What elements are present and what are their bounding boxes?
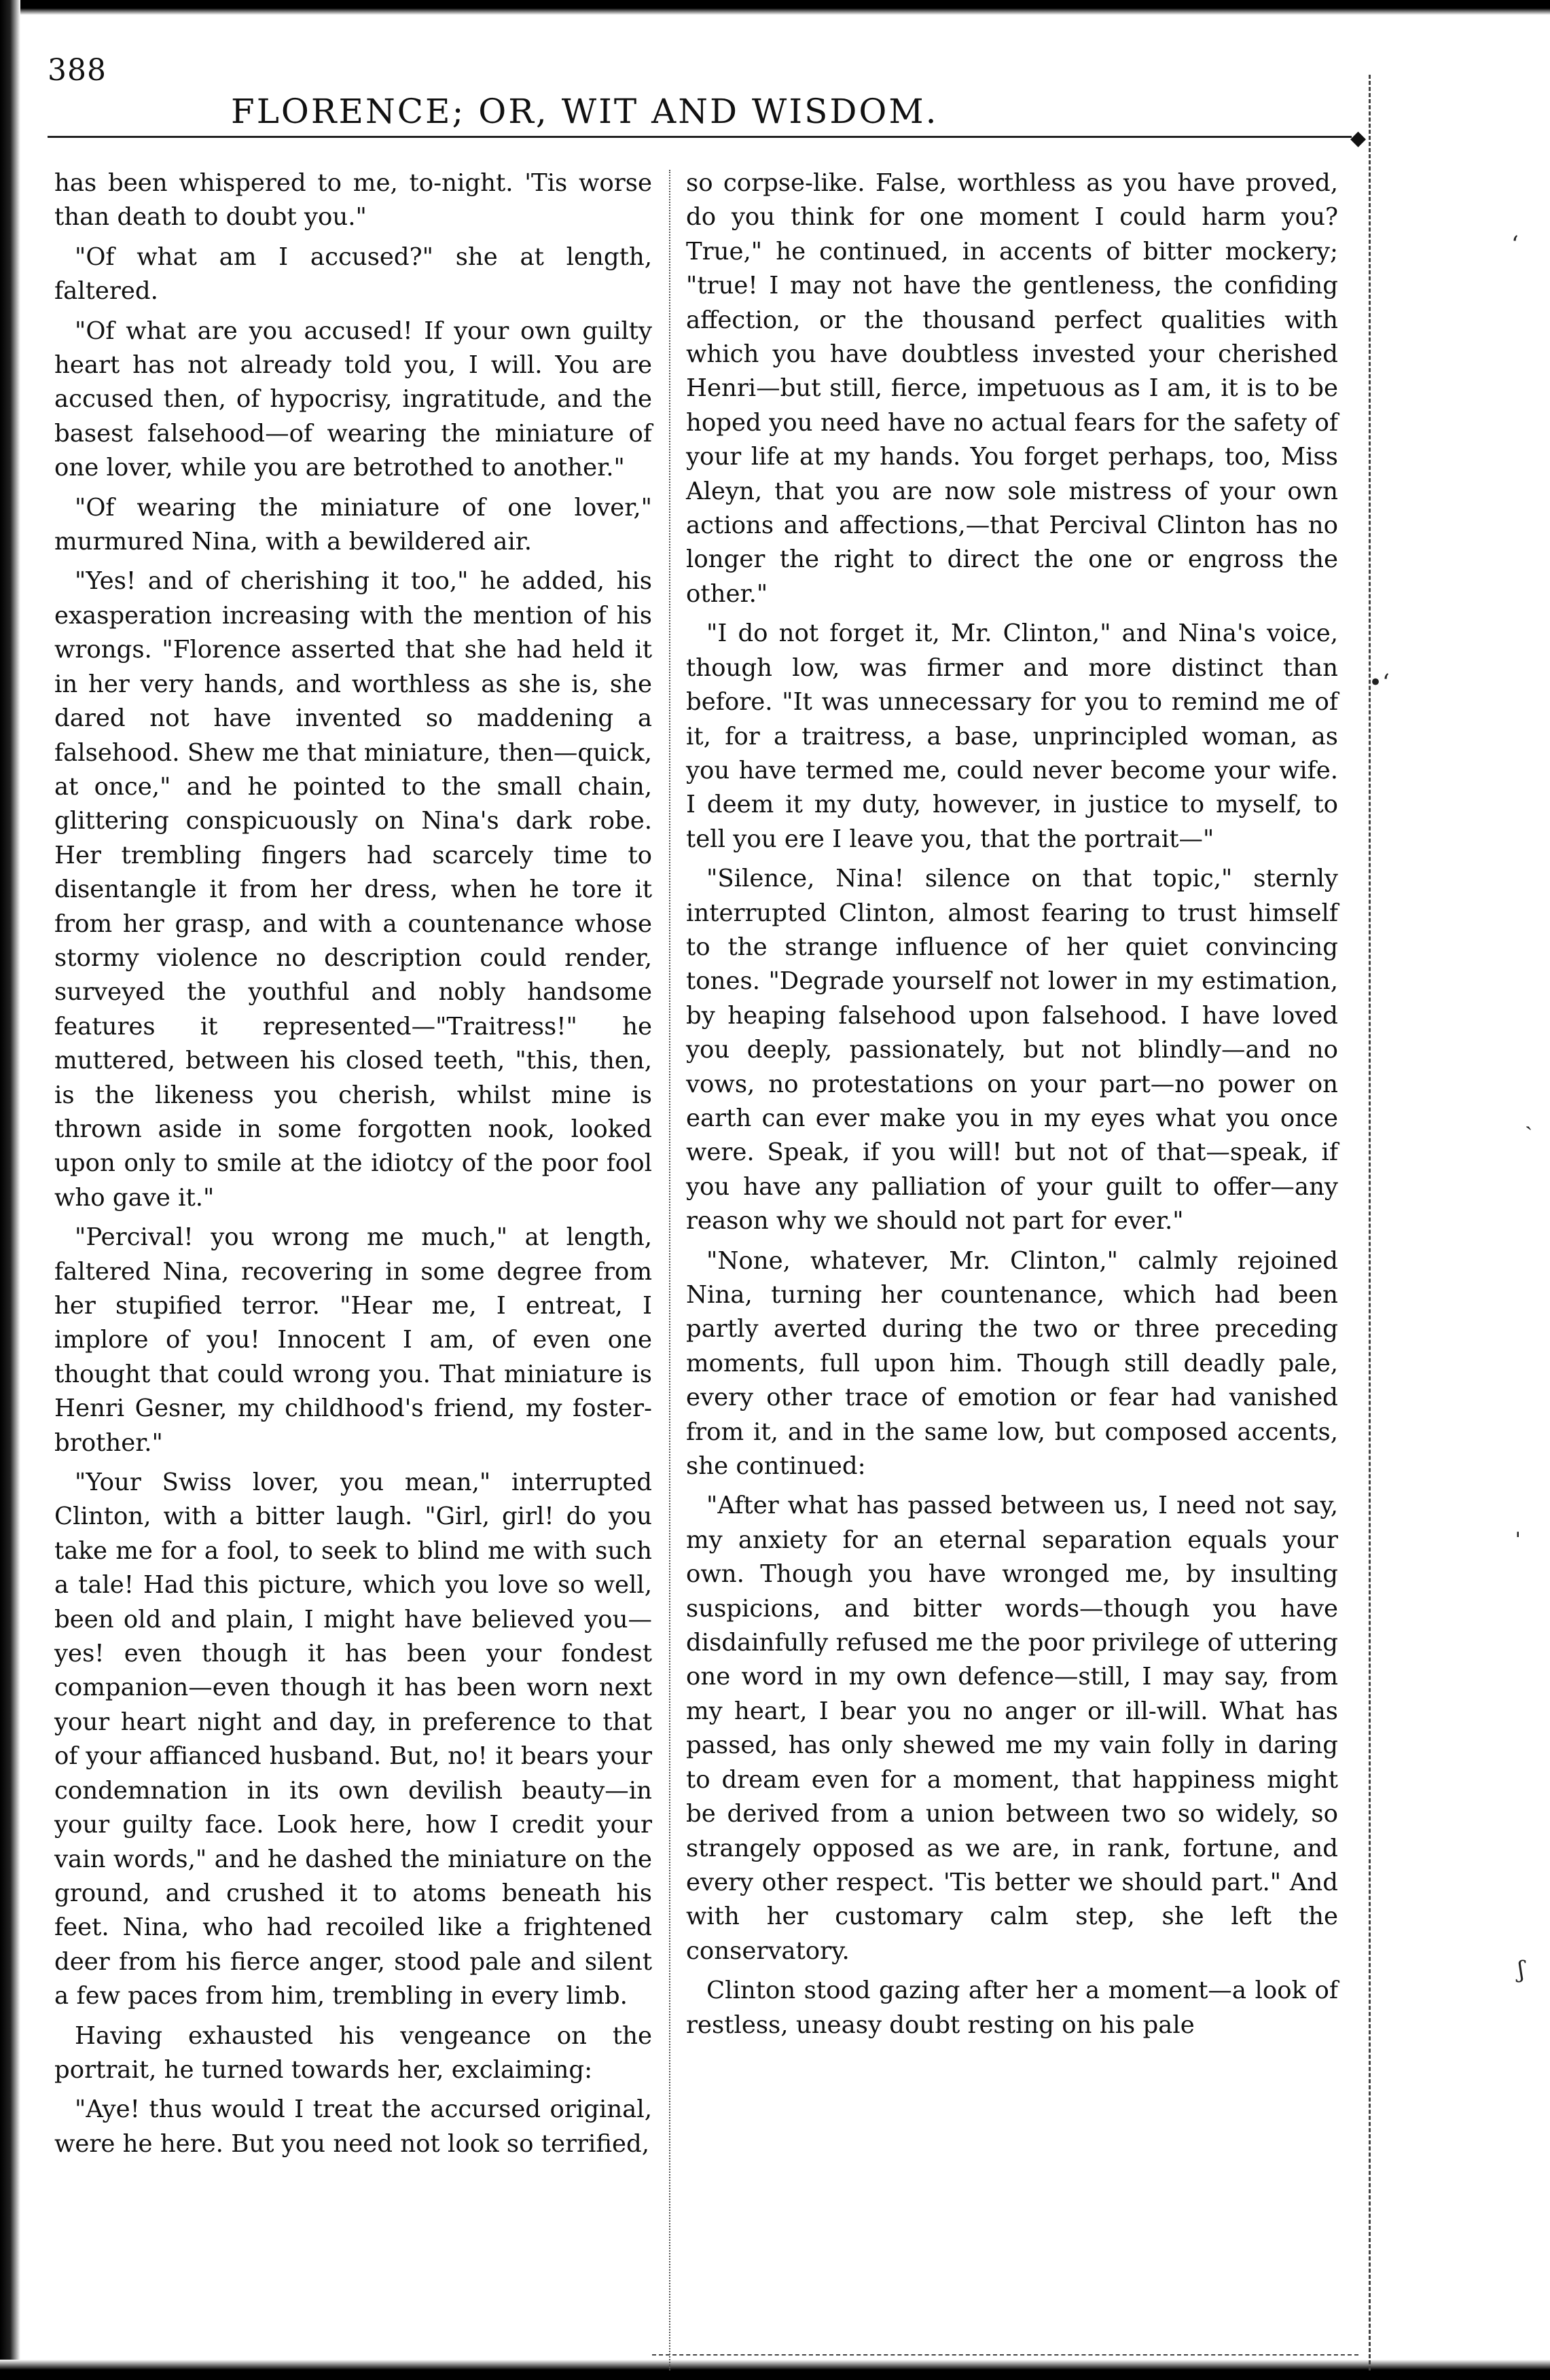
paragraph: "None, whatever, Mr. Clinton," calmly rejoined Nina, turning her countenance, which had been partly averted during the two or three preceding moments, full upon him. Though still deadly pale, every other trace of emotion or fear had vanished from it, and in the same low, but composed accents, she continued: bbox=[686, 1246, 1338, 1481]
rule-ornament-icon: ◆ bbox=[1350, 126, 1367, 150]
paragraph: "Percival! you wrong me much," at length, faltered Nina, recovering in some degree from her stupified terror. "Hear me, I entreat, I implore of you! Innocent I am, of even one thought that could wrong you. That miniature is Henri Gesner, my childhood's friend, my foster-brother." bbox=[54, 1223, 652, 1457]
paragraph: "Of what am I accused?" she at length, faltered. bbox=[54, 242, 652, 306]
margin-mark: ˈ bbox=[1515, 1528, 1521, 1555]
margin-mark: ˎ bbox=[1525, 1104, 1533, 1131]
paragraph: "After what has passed between us, I need not say, my anxiety for an eternal separation equals your own. Though you have wronged me, by insulting suspicions, and bitter words—though you have disdainfully refused me the poor privilege of uttering one word in my own defence—still, I may say, from my heart, I bear you no anger or ill-will. What has passed, has only shewed me my vain folly in daring to dream even for a moment, that happiness might be derived from a union between two so widely, so strangely opposed as we are, in rank, fortune, and every other respect. 'Tis better we should part." And with her customary calm step, she left the conservatory. bbox=[686, 1492, 1338, 1965]
scan-edge-top bbox=[0, 0, 1550, 15]
paragraph: "Of what are you accused! If your own guilty heart has not already told you, I will. You are accused then, of hypocrisy, ingratitude, and the basest falsehood—of wearing the miniature of one lover, while you are betrothed to another." bbox=[54, 317, 652, 482]
paragraph: has been whispered to me, to-night. 'Tis worse than death to doubt you." bbox=[54, 169, 652, 232]
margin-mark: ʻ bbox=[1511, 231, 1519, 258]
paragraph: Having exhausted his vengeance on the portrait, he turned towards her, exclaiming: bbox=[54, 2021, 652, 2084]
paragraph: "Of wearing the miniature of one lover," murmured Nina, with a bewildered air. bbox=[54, 493, 652, 556]
running-title: FLORENCE; OR, WIT AND WISDOM. bbox=[231, 92, 939, 131]
paragraph: "Yes! and of cherishing it too," he added, his exasperation increasing with the mention of his wrongs. "Florence asserted that she had held it in her very hands, and worthless as she is, she dared not have invented so maddening a falsehood. Shew me that miniature, then—quick, at once," and he pointed to the small chain, glittering conspicuously on Nina's dark robe. Her trembling fingers had scarcely time to disentangle it from her dress, when he tore it from her grasp, and with a countenance whose stormy violence no description could render, surveyed the youthful and nobly handsome features it represented—"Traitress!" he muttered, between his closed teeth, "this, then, is the likeness you cherish, whilst mine is thrown aside in some forgotten nook, looked upon only to smile at the idiotcy of the poor fool who gave it." bbox=[54, 567, 652, 1212]
page-frame-right bbox=[1369, 75, 1371, 2370]
header-rule bbox=[48, 136, 1352, 138]
bottom-rule bbox=[652, 2354, 1358, 2356]
paragraph: so corpse-like. False, worthless as you have proved, do you think for one moment I could harm you? True," he continued, in accents of bitter mockery; "true! I may not have the gentleness, the confiding affection, or the thousand perfect qualities with which you have doubtless invested your cherished Henri—but still, fierce, impetuous as I am, it is to be hoped you need have no actual fears for the safety of your life at my hands. You forget perhaps, too, Miss Aleyn, that you are now sole mistress of your own actions and affections,—that Percival Clinton has no longer the right to direct the one or engross the other." bbox=[686, 169, 1338, 608]
left-column bbox=[54, 166, 652, 2167]
paragraph: "Aye! thus would I treat the accursed original, were he here. But you need not look so terrified, bbox=[54, 2095, 652, 2158]
paragraph: "Your Swiss lover, you mean," interrupted Clinton, with a bitter laugh. "Girl, girl! do you take me for a fool, to seek to blind me with such a tale! Had this picture, which you love so well, been old and plain, I might have believed you—yes! even though it has been your fondest companion—even though it has been worn next your heart night and day, in preference to that of your affianced husband. But, no! it bears your condemnation in its own devilish beauty—in your guilty face. Look here, how I credit your vain words," and he dashed the miniature on the ground, and crushed it to atoms beneath his feet. Nina, who had recoiled like a frightened deer from his fierce anger, stood pale and silent a few paces from him, trembling in every limb. bbox=[54, 1468, 652, 2011]
scan-edge-bottom bbox=[0, 2360, 1550, 2380]
page-number: 388 bbox=[48, 53, 107, 88]
margin-mark: ʃ bbox=[1518, 1956, 1525, 1983]
scan-edge-left bbox=[0, 0, 20, 2380]
paragraph: "Silence, Nina! silence on that topic," sternly interrupted Clinton, almost fearing to trust himself to the strange influence of her quiet convincing tones. "Degrade yourself not lower in my estimation, by heaping falsehood upon falsehood. I have loved you deeply, passionately, but not blindly—and no vows, no protestations on your part—no power on earth can ever make you in my eyes what you once were. Speak, if you will! but not of that—speak, if you have any palliation of your guilt to offer—any reason why we should not part for ever." bbox=[686, 865, 1338, 1236]
column-divider bbox=[669, 170, 670, 2370]
paragraph: "I do not forget it, Mr. Clinton," and Nina's voice, though low, was firmer and more distinct than before. "It was unnecessary for you to remind me of it, for a traitress, a base, unprincipled woman, as you have termed me, could never become your wife. I deem it my duty, however, in justice to myself, to tell you ere I leave you, that the portrait—" bbox=[686, 619, 1338, 853]
margin-mark: •ʻ bbox=[1369, 669, 1390, 696]
right-column bbox=[686, 166, 1338, 2048]
paragraph: Clinton stood gazing after her a moment—a look of restless, uneasy doubt resting on his pale bbox=[686, 1977, 1338, 2039]
